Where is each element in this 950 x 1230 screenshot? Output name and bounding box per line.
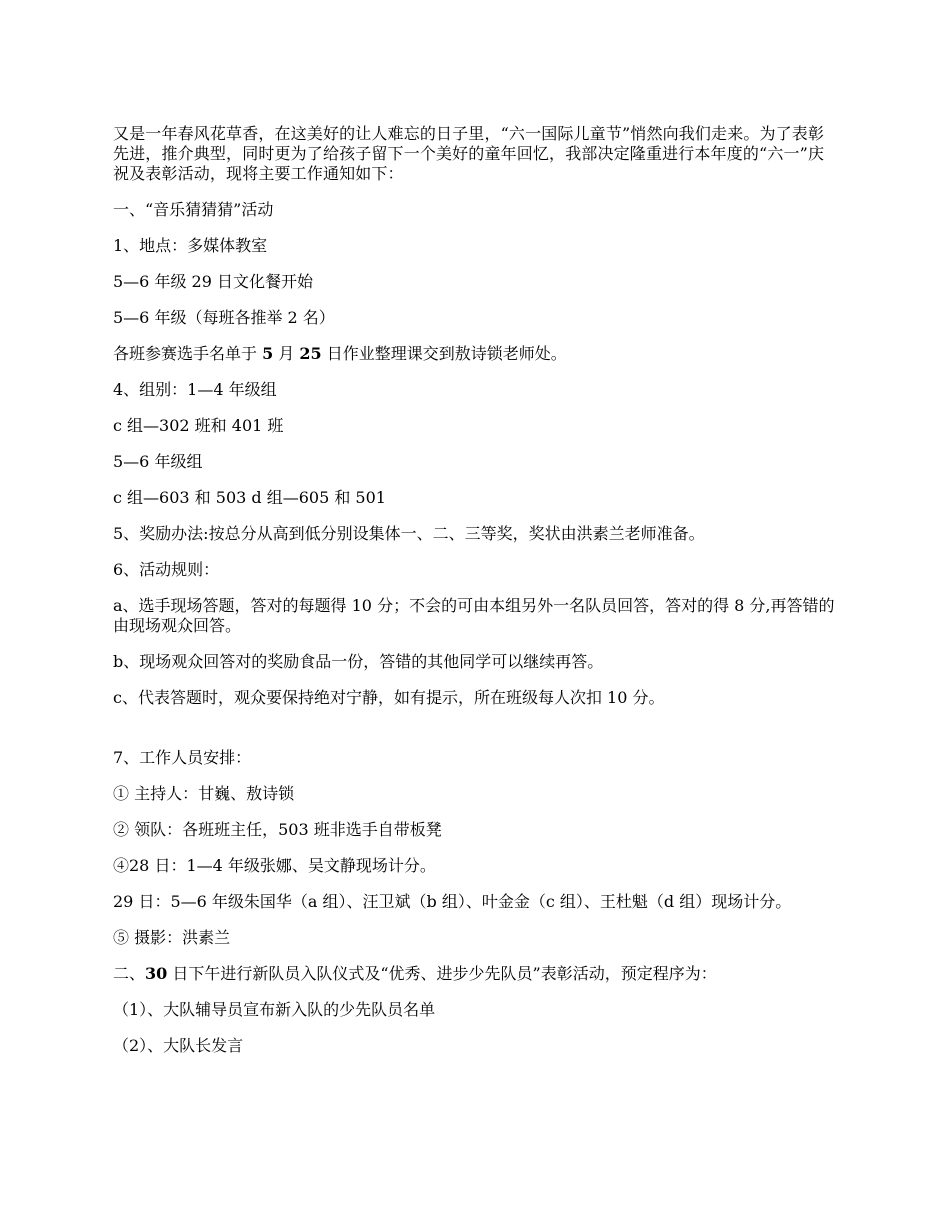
quota-line: 5—6 年级（每班各推举 2 名） [113, 308, 335, 327]
time-line: 5—6 年级 29 日文化餐开始 [113, 272, 313, 291]
group-cd-line: c 组—603 和 503 d 组—605 和 501 [113, 488, 386, 507]
section-1-heading: 一、“音乐猜猜猜”活动 [113, 200, 274, 219]
deadline-text-b: 月 [273, 344, 300, 363]
deadline-day: 25 [299, 344, 322, 363]
section-2-text-a: 二、 [113, 964, 146, 983]
rules-heading: 6、活动规则： [113, 560, 220, 579]
rule-b-paragraph: b、现场观众回答对的奖励食品一份，答错的其他同学可以继续再答。 [113, 652, 604, 671]
staff-leader-line: ② 领队：各班班主任，503 班非选手自带板凳 [113, 820, 442, 839]
deadline-month: 5 [262, 344, 274, 363]
groups-line: 4、组别：1—4 年级组 [113, 380, 277, 399]
section-2-day: 30 [145, 964, 168, 983]
staff-heading: 7、工作人员安排： [113, 748, 252, 767]
document-body [113, 124, 835, 1072]
grade56-group-line: 5—6 年级组 [113, 452, 203, 471]
intro-paragraph: 又是一年春风花草香，在这美好的让人难忘的日子里，“六一国际儿童节”悄然向我们走来。为了表彰先进，推介典型，同时更为了给孩子留下一个美好的童年回忆，我部决定隆重进行本年度的“六一”庆祝及表彰活动，现将主要工作通知如下： [113, 124, 825, 183]
rule-a-paragraph: a、选手现场答题，答对的每题得 10 分；不会的可由本组另外一名队员回答，答对的得 8 分,再答错的由现场观众回答。 [113, 596, 835, 635]
rule-c-paragraph: c、代表答题时，观众要保持绝对宁静，如有提示，所在班级每人次扣 10 分。 [113, 688, 665, 707]
staff-29-paragraph: 29 日：5—6 年级朱国华（a 组）、汪卫斌（b 组）、叶金金（c 组）、王杜魁（d 组）现场计分。 [113, 892, 792, 911]
deadline-text-c: 日作业整理课交到敖诗锁老师处。 [321, 344, 567, 363]
staff-28-line: ④28 日：1—4 年级张娜、吴文静现场计分。 [113, 856, 436, 875]
spacer [113, 724, 835, 748]
deadline-line [113, 344, 835, 364]
section-2-text-b: 日下午进行新队员入队仪式及“优秀、进步少先队员”表彰活动，预定程序为： [167, 964, 717, 983]
staff-host-line: ① 主持人：甘巍、敖诗锁 [113, 784, 295, 803]
deadline-text-a: 各班参赛选手名单于 [113, 344, 263, 363]
group-c1-line: c 组—302 班和 401 班 [113, 416, 284, 435]
staff-photo-line: ⑤ 摄影：洪素兰 [113, 928, 231, 947]
step-2-line: （2）、大队长发言 [113, 1036, 244, 1055]
location-line: 1、地点：多媒体教室 [113, 236, 268, 255]
awards-line: 5、奖励办法:按总分从高到低分别设集体一、二、三等奖，奖状由洪素兰老师准备。 [113, 524, 705, 543]
step-1-line: （1）、大队辅导员宣布新入队的少先队员名单 [113, 1000, 436, 1019]
section-2-heading [113, 964, 835, 984]
